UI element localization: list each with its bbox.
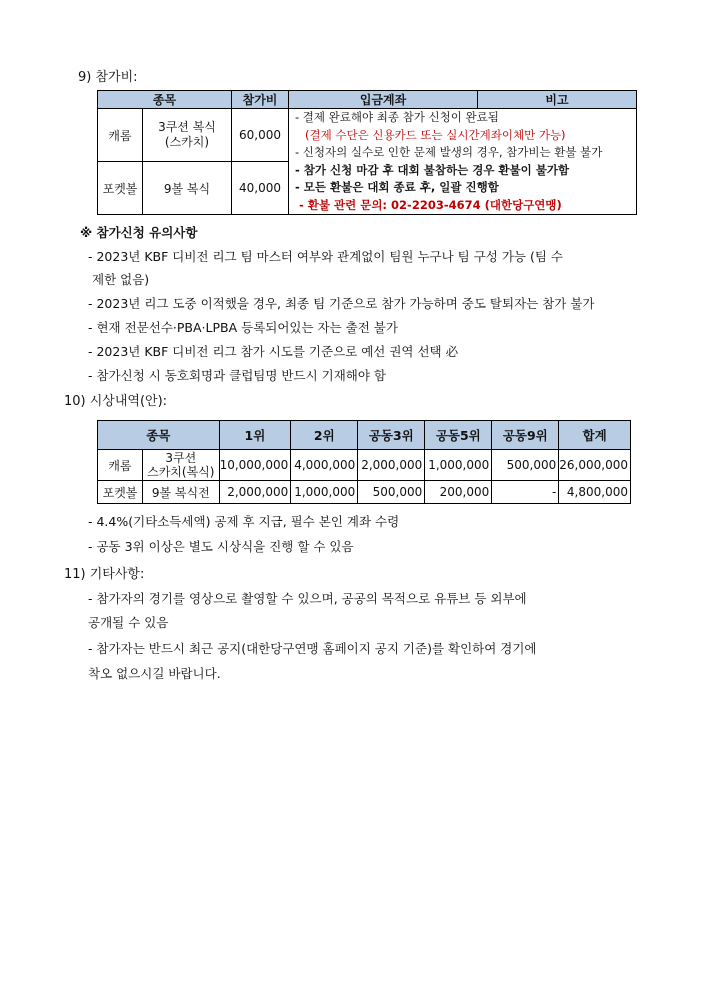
misc-note: 착오 없으시길 바랍니다. [88,666,221,681]
header-account: 입금계좌 [289,91,478,109]
prize-cell: 10,000,000 [219,450,291,481]
prize-cell: 2,000,000 [358,450,425,481]
misc-note: - 참가자는 반드시 최근 공지(대한당구연맹 홈페이지 공지 기준)를 확인하여 경기에 [88,641,537,656]
prize-note: - 4.4%(기타소득세액) 공제 후 지급, 필수 본인 계좌 수령 [88,514,400,529]
type-cell: 3쿠션 스카치(복식) [143,450,220,481]
prize-cell: 500,000 [358,481,425,504]
event-cell: 캐롬 [98,109,143,162]
section-9-title: 9) 참가비: [78,70,138,85]
prize-cell: 1,000,000 [425,450,492,481]
header-fee: 참가비 [232,91,289,109]
header-9th: 공동9위 [492,421,559,450]
header-event: 종목 [98,91,232,109]
header-1st: 1위 [219,421,291,450]
prize-cell: - [492,481,559,504]
header-remark: 비고 [478,91,637,109]
type-cell: 3쿠션 복식 (스카치) [143,109,232,162]
fee-table [97,90,637,215]
misc-note: 공개될 수 있음 [88,615,169,630]
prize-cell: 4,000,000 [291,450,358,481]
event-cell: 캐롬 [98,450,143,481]
table-row [98,109,637,162]
notes-heading: ※ 참가신청 유의사항 [80,225,198,240]
remarks-cell [289,109,637,215]
misc-note: - 참가자의 경기를 영상으로 촬영할 수 있으며, 공공의 목적으로 유튜브 등 외부에 [88,591,527,606]
fee-cell: 60,000 [232,109,289,162]
event-cell: 포켓볼 [98,162,143,215]
prize-table-header [98,421,631,450]
remark-line: - 신청자의 실수로 인한 문제 발생의 경우, 참가비는 환불 불가 [295,145,603,159]
remark-line: - 환불 관련 문의: 02-2203-4674 (대한당구연맹) [299,197,562,212]
header-5th: 공동5위 [425,421,492,450]
prize-cell: 200,000 [425,481,492,504]
section-11-title: 11) 기타사항: [64,567,145,582]
prize-cell: 2,000,000 [219,481,291,504]
note-line: - 참가신청 시 동호회명과 클럽팀명 반드시 기재해야 함 [88,368,386,383]
prize-cell: 500,000 [492,450,559,481]
type-cell: 9볼 복식전 [143,481,220,504]
section-10-title: 10) 시상내역(안): [64,394,168,409]
prize-note: - 공동 3위 이상은 별도 시상식을 진행 할 수 있음 [88,539,354,554]
type-cell: 9볼 복식 [143,162,232,215]
remark-line: - 참가 신청 마감 후 대회 불참하는 경우 환불이 불가함 [295,162,570,177]
note-line: - 현재 전문선수·PBA·LPBA 등록되어있는 자는 출전 불가 [88,320,398,335]
prize-cell: 26,000,000 [559,450,631,481]
note-line: - 2023년 KBF 디비전 리그 참가 시도를 기준으로 예선 권역 선택 必 [88,344,459,359]
prize-cell: 1,000,000 [291,481,358,504]
prize-cell: 4,800,000 [559,481,631,504]
table-row [98,481,631,504]
remark-line: - 결제 완료해야 최종 참가 신청이 완료됨 [295,110,499,124]
note-line: 제한 없음) [92,272,150,287]
remark-line: (결제 수단은 신용카드 또는 실시간계좌이체만 가능) [305,127,566,142]
fee-table-header [98,91,637,109]
event-cell: 포켓볼 [98,481,143,504]
remark-line: - 모든 환불은 대회 종료 후, 일괄 진행함 [295,180,499,194]
note-line: - 2023년 리그 도중 이적했을 경우, 최종 팀 기준으로 참가 가능하며 중도 탈퇴자는 참가 불가 [88,296,595,311]
header-event: 종목 [98,421,220,450]
note-line: - 2023년 KBF 디비전 리그 팀 마스터 여부와 관계없이 팀원 누구나 팀 구성 가능 (팀 수 [88,249,563,264]
header-2nd: 2위 [291,421,358,450]
prize-table [97,420,631,504]
table-row [98,450,631,481]
header-3rd: 공동3위 [358,421,425,450]
header-total: 합계 [559,421,631,450]
fee-cell: 40,000 [232,162,289,215]
